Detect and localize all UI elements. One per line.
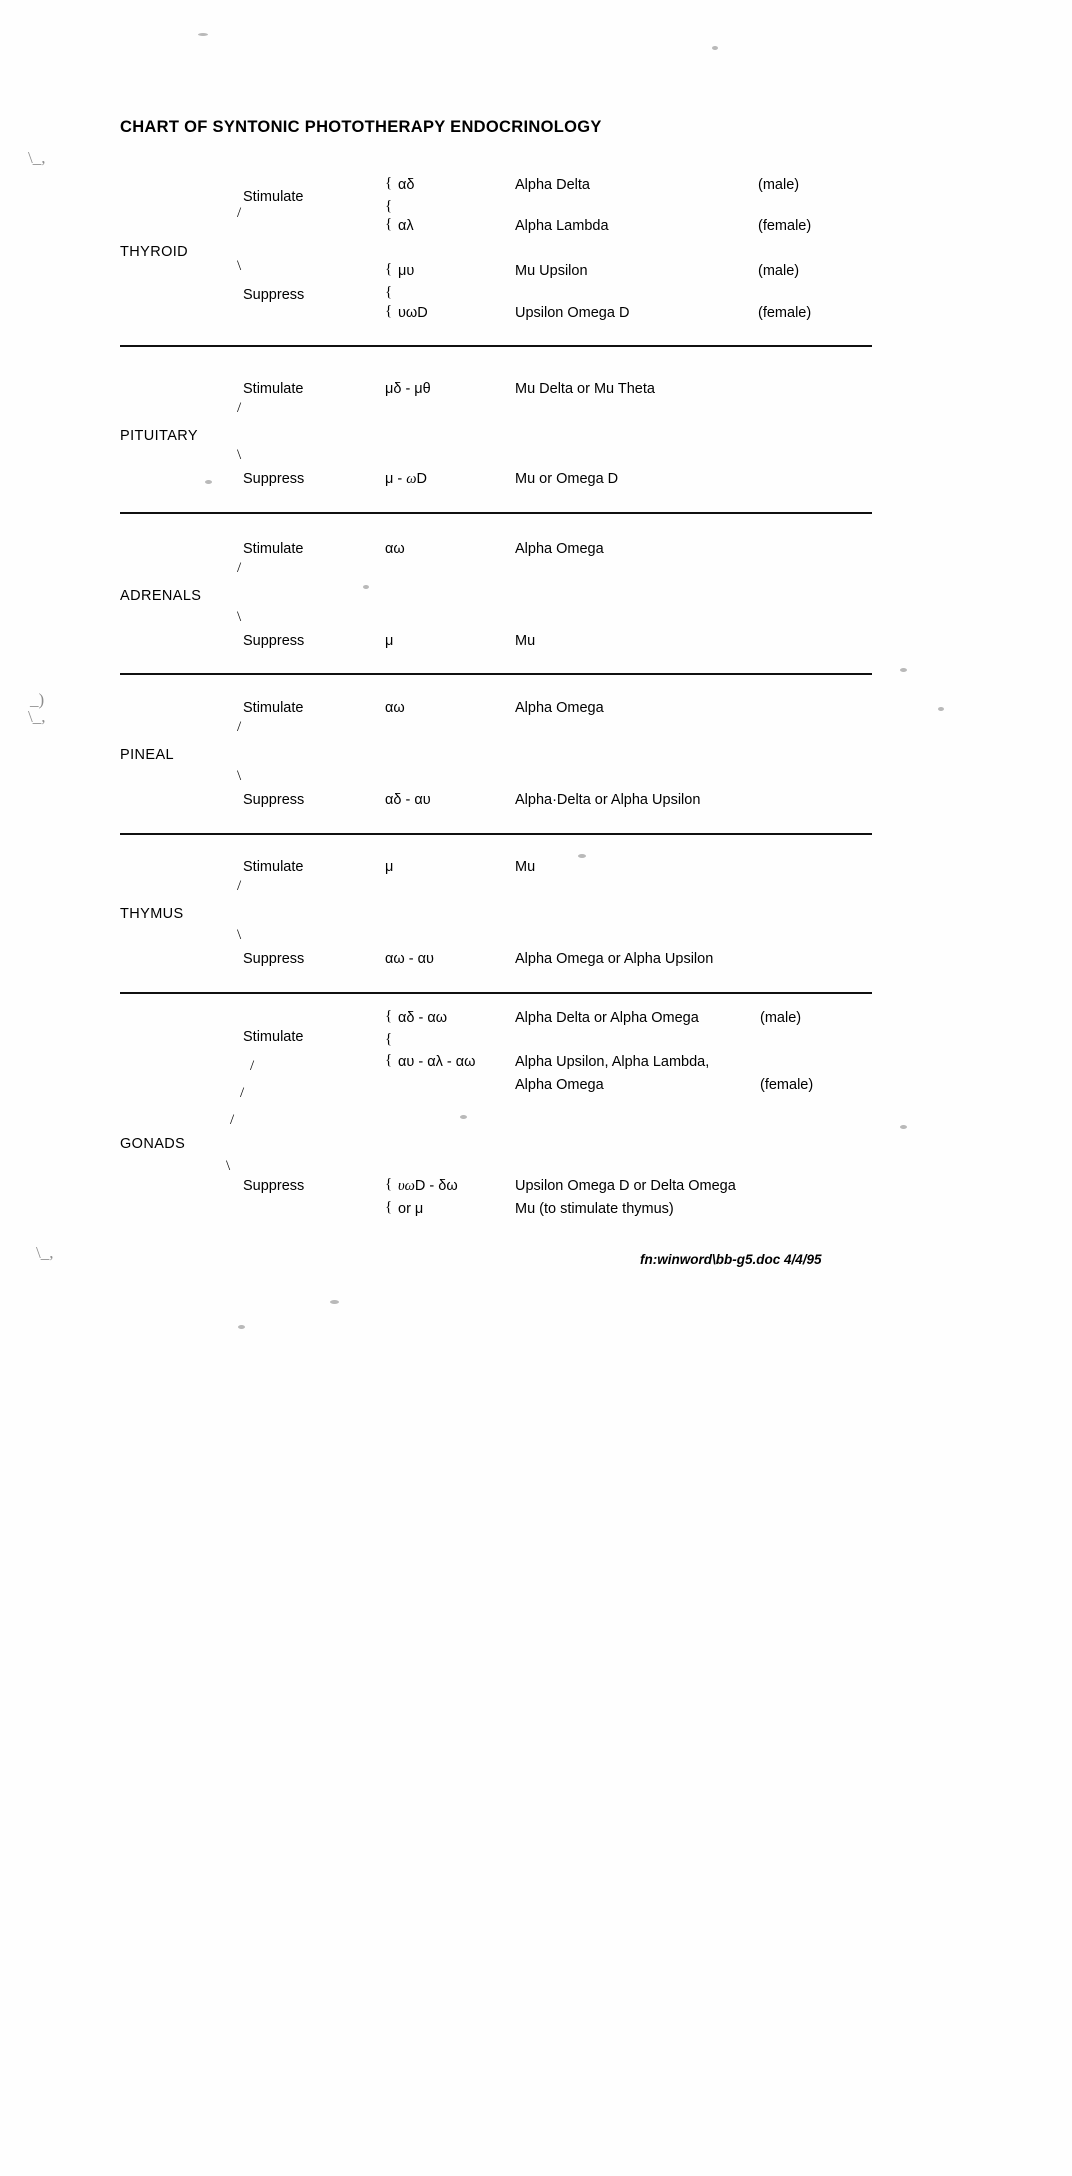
name-thyroid-2: Alpha Lambda [515, 218, 609, 234]
action-label-stimulate-pineal: Stimulate [243, 700, 304, 716]
bracket-slash-up-pineal: / [237, 719, 242, 735]
name-gonads-4: Mu (to stimulate thymus) [515, 1201, 674, 1217]
name-thymus-2: Alpha Omega or Alpha Upsilon [515, 951, 714, 967]
bracket-slash-up-gonads-2: / [240, 1085, 245, 1101]
scan-speck [938, 707, 944, 711]
name-pituitary-1: Mu Delta or Mu Theta [515, 381, 655, 397]
section-divider [120, 673, 872, 675]
gland-label-thyroid: THYROID [120, 244, 189, 260]
code-thyroid-2: αλ [398, 218, 414, 234]
brace-gonads-3: { [385, 1176, 393, 1192]
name-pineal-2: Alpha·Delta or Alpha Upsilon [515, 792, 701, 808]
name-thyroid-3: Mu Upsilon [515, 263, 588, 279]
sex-thyroid-4: (female) [758, 305, 812, 321]
brace-gonads-2: { [385, 1052, 393, 1068]
bracket-slash-down-pineal: \ [237, 768, 242, 784]
code-adrenals-1: αω [385, 541, 405, 557]
scan-speck [712, 46, 718, 50]
scan-speck [198, 33, 208, 36]
sex-thyroid-3: (male) [758, 263, 800, 279]
scan-speck [330, 1300, 339, 1304]
scan-speck [238, 1325, 245, 1329]
action-label-stimulate-pituitary: Stimulate [243, 381, 304, 397]
sex-thyroid-2: (female) [758, 218, 812, 234]
bracket-slash-up-pituitary: / [237, 400, 242, 416]
brace-gonads-spacer: { [385, 1031, 393, 1047]
section-divider [120, 992, 872, 994]
bracket-slash-up-gonads-1: / [250, 1058, 255, 1074]
name-thymus-1: Mu [515, 859, 536, 875]
section-divider [120, 345, 872, 347]
bracket-slash-down-adrenals: \ [237, 609, 242, 625]
name-adrenals-1: Alpha Omega [515, 541, 604, 557]
action-label-suppress-gonads: Suppress [243, 1178, 305, 1194]
document-footer: fn:winword\bb-g5.doc 4/4/95 [640, 1252, 822, 1267]
action-label-suppress-pituitary: Suppress [243, 471, 305, 487]
code-thyroid-3: μυ [398, 263, 415, 279]
action-label-stimulate-thyroid: Stimulate [243, 189, 304, 205]
action-label-stimulate-gonads: Stimulate [243, 1029, 304, 1045]
code-thyroid-1: αδ [398, 177, 415, 193]
name-thyroid-1: Alpha Delta [515, 177, 590, 193]
scan-mark: \_, [28, 148, 46, 167]
name-gonads-2: Alpha Upsilon, Alpha Lambda, [515, 1054, 710, 1070]
code-thymus-2: αω - αυ [385, 951, 434, 967]
brace-thyroid-3: { [385, 261, 393, 277]
action-label-stimulate-adrenals: Stimulate [243, 541, 304, 557]
name-pituitary-2: Mu or Omega D [515, 471, 619, 487]
code-thymus-1: μ [385, 859, 394, 875]
code-thyroid-4: υωD [398, 305, 428, 321]
scan-speck [900, 1125, 907, 1129]
brace-thyroid-spacer-2: { [385, 284, 393, 300]
brace-gonads-1: { [385, 1008, 393, 1024]
bracket-slash-up-thyroid: / [237, 205, 242, 221]
gland-label-adrenals: ADRENALS [120, 588, 202, 604]
action-label-suppress-thyroid: Suppress [243, 287, 305, 303]
brace-thyroid-spacer-1: { [385, 198, 393, 214]
scan-speck [205, 480, 212, 484]
scan-mark: _) [30, 690, 45, 709]
scan-mark: \_, [36, 1243, 54, 1262]
brace-gonads-4: { [385, 1199, 393, 1215]
code-adrenals-2: μ [385, 633, 394, 649]
sex-gonads-1: (male) [760, 1010, 802, 1026]
code-gonads-2: αυ - αλ - αω [398, 1054, 476, 1070]
action-label-suppress-thymus: Suppress [243, 951, 305, 967]
scan-speck [900, 668, 907, 672]
section-divider [120, 512, 872, 514]
scan-mark: \_, [28, 707, 46, 726]
name-pineal-1: Alpha Omega [515, 700, 604, 716]
name-gonads-1: Alpha Delta or Alpha Omega [515, 1010, 699, 1026]
code-gonads-1: αδ - αω [398, 1010, 448, 1026]
bracket-slash-up-thymus: / [237, 878, 242, 894]
brace-thyroid-4: { [385, 303, 393, 319]
name-gonads-2-line2: Alpha Omega [515, 1077, 604, 1093]
gland-label-gonads: GONADS [120, 1136, 186, 1152]
brace-thyroid-1: { [385, 175, 393, 191]
bracket-slash-down-thyroid: \ [237, 258, 242, 274]
code-gonads-3: υωD - δω [398, 1178, 458, 1194]
sex-thyroid-1: (male) [758, 177, 800, 193]
gland-label-pituitary: PITUITARY [120, 428, 198, 444]
scan-speck [460, 1115, 467, 1119]
bracket-slash-down-thymus: \ [237, 927, 242, 943]
name-gonads-3: Upsilon Omega D or Delta Omega [515, 1178, 736, 1194]
code-pituitary-1: μδ - μθ [385, 381, 431, 397]
section-divider [120, 833, 872, 835]
bracket-slash-down-pituitary: \ [237, 447, 242, 463]
sex-gonads-2: (female) [760, 1077, 814, 1093]
bracket-slash-down-gonads: \ [226, 1158, 231, 1174]
action-label-suppress-adrenals: Suppress [243, 633, 305, 649]
gland-label-pineal: PINEAL [120, 747, 174, 763]
code-pineal-1: αω [385, 700, 405, 716]
page-title: CHART OF SYNTONIC PHOTOTHERAPY ENDOCRINOLOGY [120, 118, 602, 136]
action-label-stimulate-thymus: Stimulate [243, 859, 304, 875]
scan-speck [363, 585, 369, 589]
action-label-suppress-pineal: Suppress [243, 792, 305, 808]
name-thyroid-4: Upsilon Omega D [515, 305, 630, 321]
code-pineal-2: αδ - αυ [385, 792, 431, 808]
gland-label-thymus: THYMUS [120, 906, 184, 922]
code-pituitary-2: μ - ωD [385, 471, 427, 487]
name-adrenals-2: Mu [515, 633, 536, 649]
scan-speck [578, 854, 586, 858]
code-gonads-4: or μ [398, 1201, 424, 1217]
brace-thyroid-2: { [385, 216, 393, 232]
bracket-slash-up-gonads-3: / [230, 1112, 235, 1128]
bracket-slash-up-adrenals: / [237, 560, 242, 576]
